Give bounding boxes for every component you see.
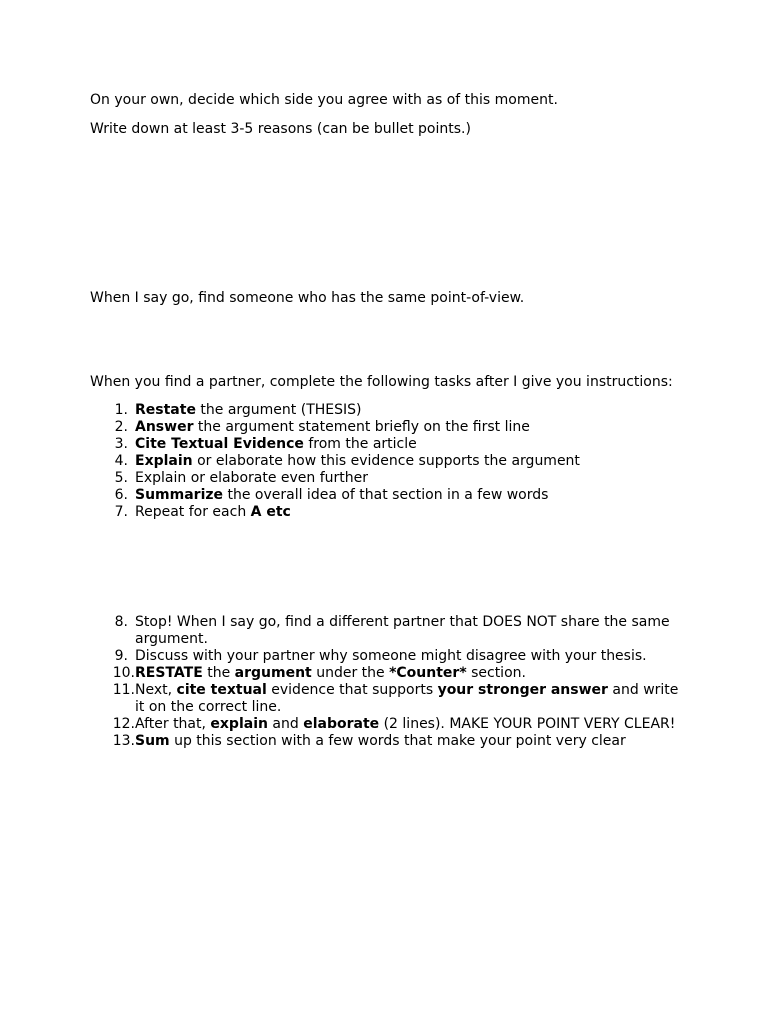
list-item — [90, 436, 690, 453]
list-item-text — [135, 487, 548, 503]
bold-text: Answer — [135, 419, 194, 435]
plain-text: Discuss with your partner why someone might disagree with your thesis. — [135, 648, 647, 664]
bold-text: RESTATE — [135, 665, 203, 681]
plain-text: from the article — [303, 436, 417, 452]
list-item-text — [135, 402, 361, 418]
list-item — [90, 402, 690, 419]
list-item-number: 10. — [112, 665, 135, 681]
plain-text: the argument statement briefly on the first line — [193, 419, 530, 435]
list-item — [90, 682, 690, 716]
plain-text: the argument (THESIS) — [195, 402, 362, 418]
bold-text: A etc — [250, 504, 291, 520]
plain-text: Explain or elaborate even further — [135, 470, 369, 486]
list-item-text — [135, 682, 678, 715]
list-item-number: 6. — [114, 487, 128, 503]
list-item-number: 5. — [114, 470, 128, 486]
plain-text: After that, — [135, 716, 211, 732]
list-item — [90, 504, 690, 521]
list-item-text — [135, 453, 580, 469]
bold-text: cite textual — [176, 682, 267, 698]
plain-text: evidence that supports — [266, 682, 438, 698]
plain-text: the overall idea of that section in a few words — [223, 487, 549, 503]
bold-text: Explain — [135, 453, 193, 469]
list-item-number: 1. — [114, 402, 128, 418]
plain-text: Repeat for each — [135, 504, 251, 520]
list-item-text — [135, 716, 675, 732]
bold-text: elaborate — [303, 716, 380, 732]
reasons-instruction: Write down at least 3-5 reasons (can be bullet points.) — [90, 121, 471, 137]
plain-text: the — [202, 665, 235, 681]
list-item — [90, 614, 690, 648]
task-list-second — [90, 614, 690, 750]
list-item-text — [135, 470, 368, 486]
plain-text: Next, — [135, 682, 177, 698]
list-item — [90, 665, 690, 682]
list-item — [90, 716, 690, 733]
bold-text: your stronger answer — [437, 682, 608, 698]
list-item — [90, 470, 690, 487]
plain-text: and write it on the correct line. — [135, 682, 679, 715]
bold-text: Sum — [135, 733, 170, 749]
bold-text: argument — [234, 665, 312, 681]
list-item-text — [135, 436, 417, 452]
list-item-text — [135, 648, 647, 664]
list-item-number: 3. — [114, 436, 128, 452]
list-item — [90, 419, 690, 436]
list-item-number: 13. — [112, 733, 135, 749]
find-partner-instruction: When I say go, find someone who has the same point-of-view. — [90, 290, 525, 306]
task-list-first — [90, 402, 690, 521]
plain-text: (2 lines). MAKE YOUR POINT VERY CLEAR! — [379, 716, 676, 732]
list-item-text — [135, 665, 526, 681]
list-item-text — [135, 504, 291, 520]
bold-text: explain — [210, 716, 268, 732]
intro-instruction: On your own, decide which side you agree with as of this moment. — [90, 92, 558, 108]
partner-tasks-instruction: When you find a partner, complete the following tasks after I give you instructions: — [90, 374, 673, 390]
plain-text: Stop! When I say go, find a different partner that DOES NOT share the same argument. — [135, 614, 670, 647]
list-item — [90, 453, 690, 470]
plain-text: or elaborate how this evidence supports the argument — [192, 453, 580, 469]
list-item — [90, 487, 690, 504]
list-item-number: 12. — [112, 716, 135, 732]
list-item-number: 8. — [114, 614, 128, 630]
list-item-number: 9. — [114, 648, 128, 664]
list-item-text — [135, 614, 670, 647]
list-item-number: 4. — [114, 453, 128, 469]
plain-text: under the — [311, 665, 390, 681]
bold-text: *Counter* — [389, 665, 467, 681]
list-item-text — [135, 419, 530, 435]
bold-text: Cite Textual Evidence — [135, 436, 304, 452]
list-item — [90, 733, 690, 750]
plain-text: and — [267, 716, 304, 732]
bold-text: Restate — [135, 402, 196, 418]
list-item-number: 11. — [112, 682, 135, 698]
list-item — [90, 648, 690, 665]
list-item-text — [135, 733, 626, 749]
plain-text: section. — [466, 665, 526, 681]
list-item-number: 2. — [114, 419, 128, 435]
list-item-number: 7. — [114, 504, 128, 520]
plain-text: up this section with a few words that make your point very clear — [169, 733, 626, 749]
bold-text: Summarize — [135, 487, 224, 503]
